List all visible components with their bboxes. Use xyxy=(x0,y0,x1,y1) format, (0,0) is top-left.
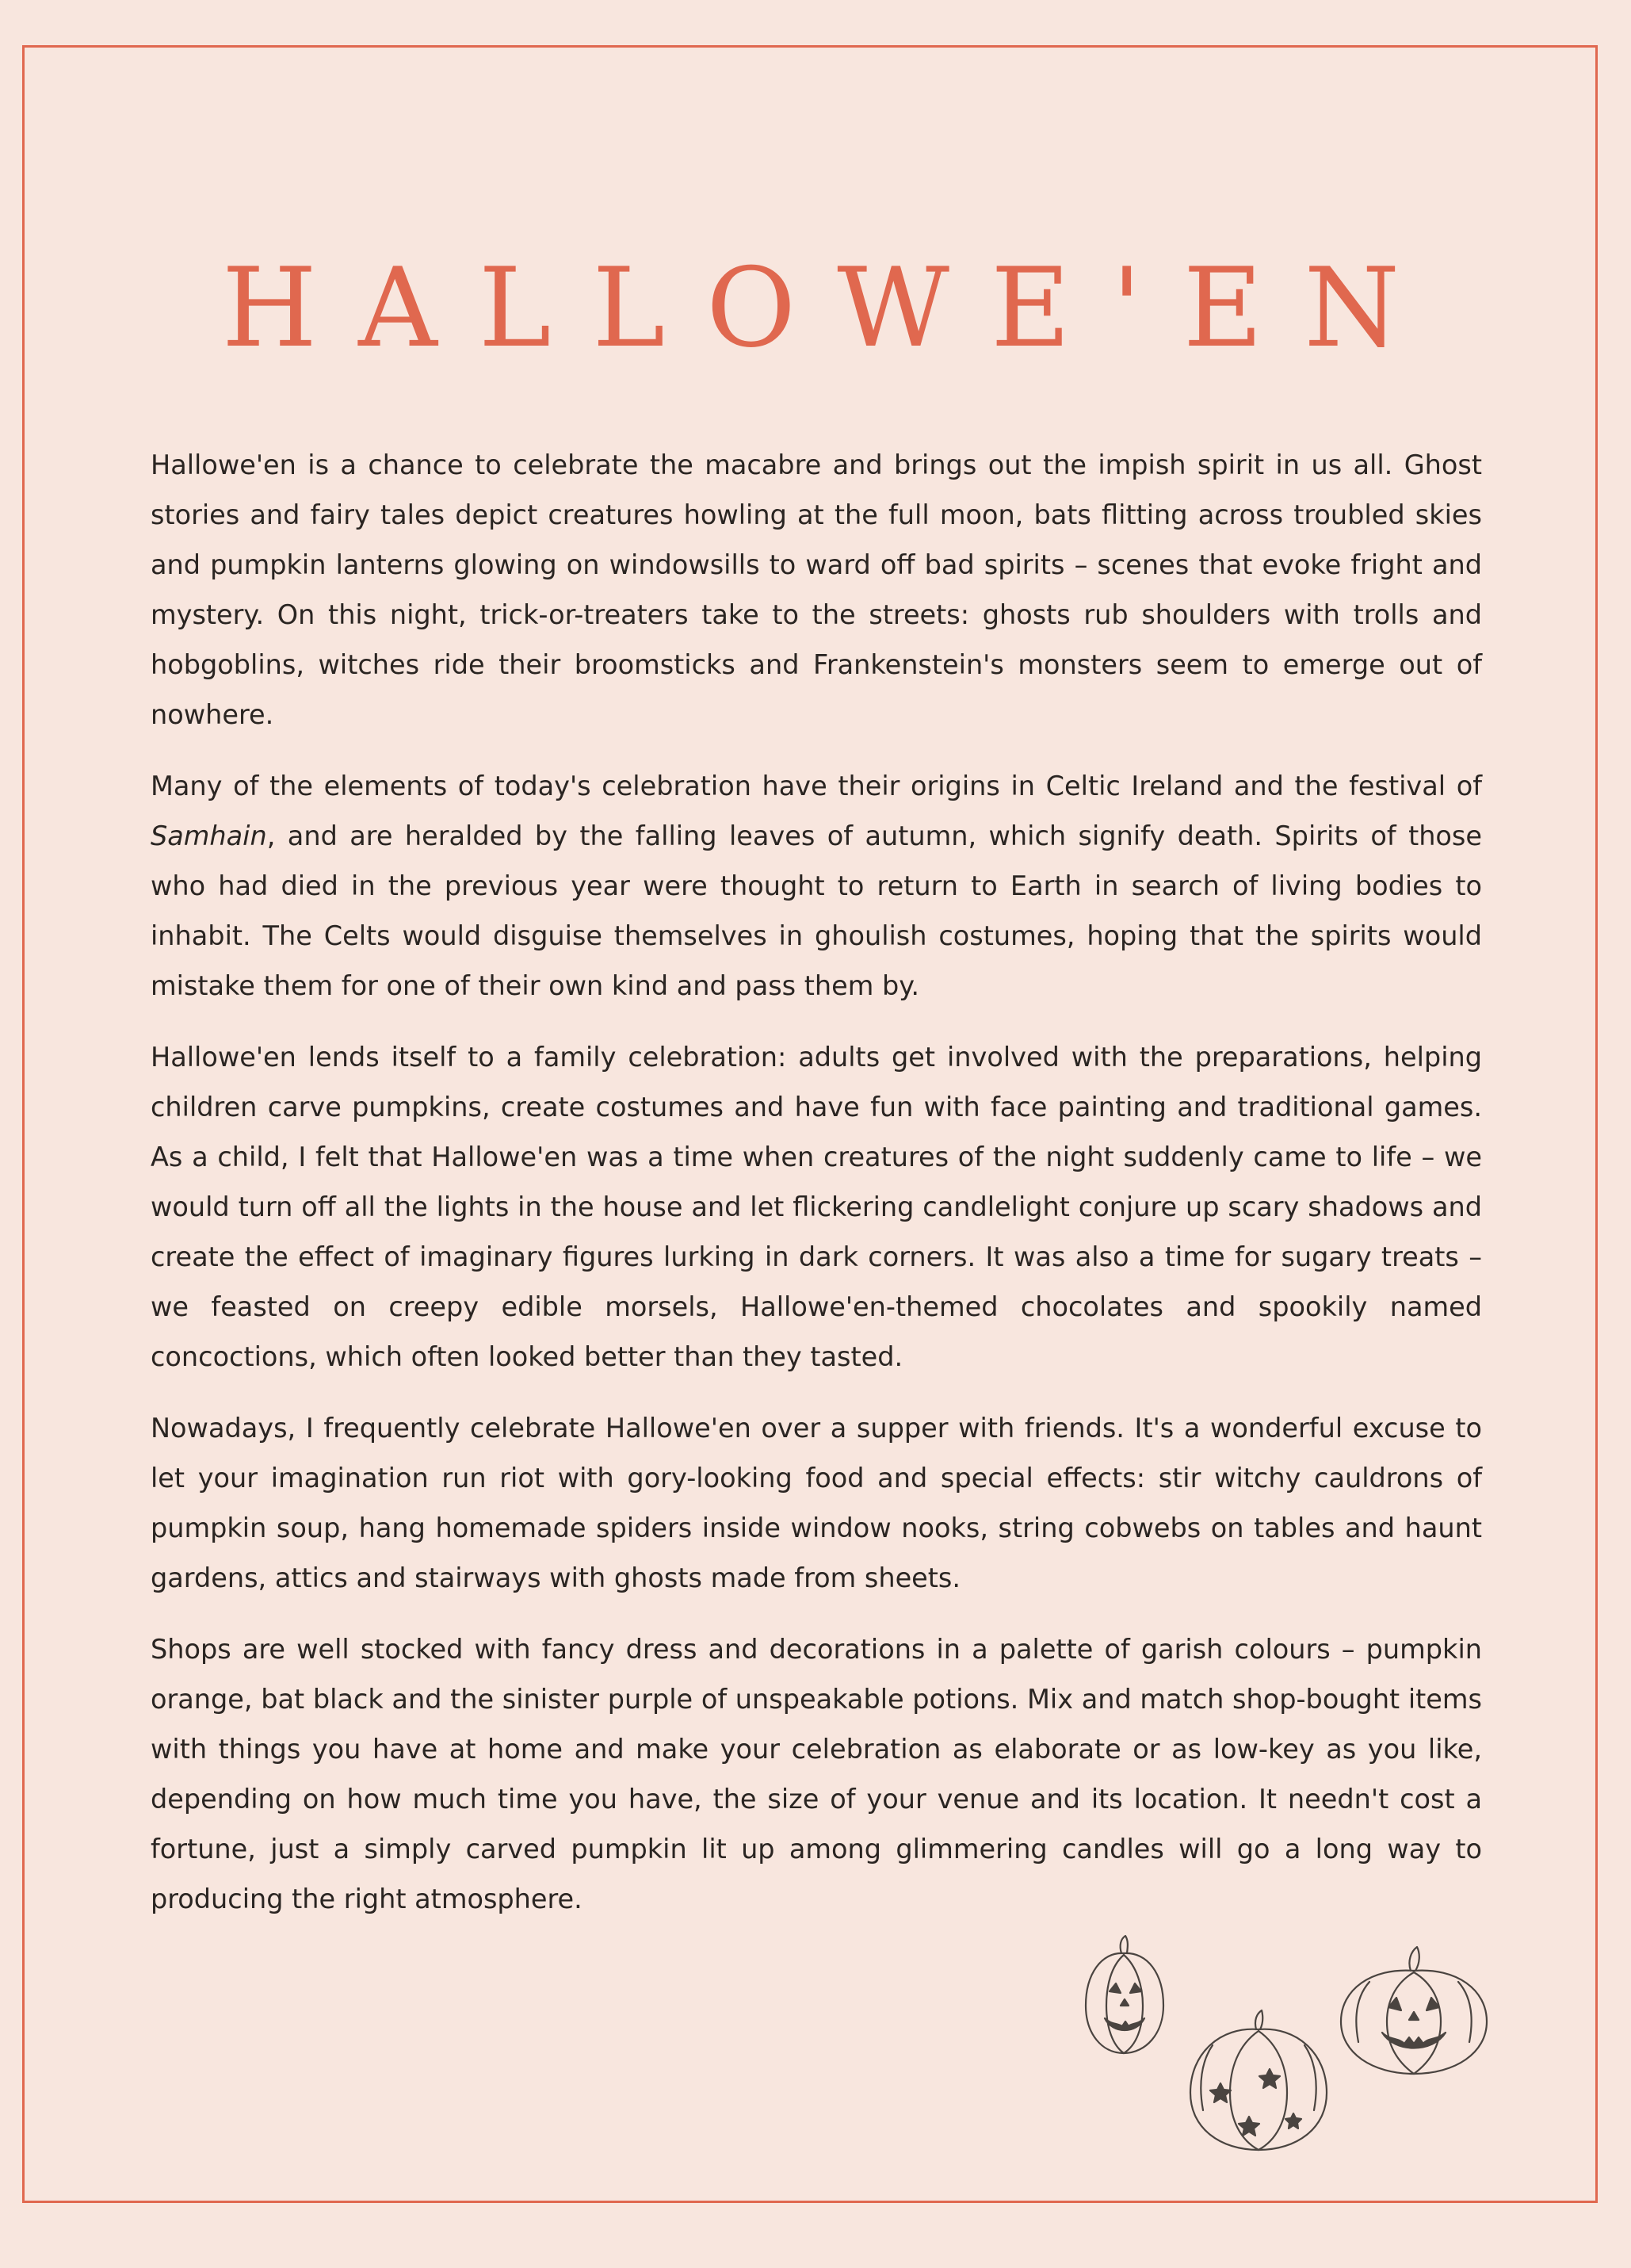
paragraph-2 xyxy=(151,761,1482,1011)
jack-o-lantern-icon xyxy=(1086,1936,1163,2053)
pumpkins-illustration xyxy=(1062,1934,1490,2156)
paragraph-4: Nowadays, I frequently celebrate Hallowe'en over a supper with friends. It's a wonderful excuse to let your imagination run riot with gory-looking food and special effects: stir witchy cauldrons of pumpkin soup, hang homemade spiders inside window nooks, string cobwebs on tables and haunt gardens, attics and stairways with ghosts made from sheets. xyxy=(151,1413,1482,1593)
paragraph-2-rest: , and are heralded by the falling leaves of autumn, which signify death. Spirits of those who had died in the previous year were thought to return to Earth in search of living bodies to inhabit. The Celts would disguise themselves in ghoulish costumes, hoping that the spirits would mistake them for one of their own kind and pass them by. xyxy=(151,820,1482,1001)
star-pumpkin-icon xyxy=(1190,2010,1327,2150)
samhain-term: Samhain xyxy=(151,820,267,851)
paragraph-3: Hallowe'en lends itself to a family celebration: adults get involved with the preparations, helping children carve pumpkins, create costumes and have fun with face painting and traditional games. As a child, I felt that Hallowe'en was a time when creatures of the night suddenly came to life – we would turn off all the lights in the house and let flickering candlelight conjure up scary shadows and create the effect of imaginary figures lurking in dark corners. It was also a time for sugary treats – we feasted on creepy edible morsels, Hallowe'en-themed chocolates and spookily named concoctions, which often looked better than they tasted. xyxy=(151,1042,1482,1372)
article-body xyxy=(151,440,1482,1945)
paragraph-1: Hallowe'en is a chance to celebrate the macabre and brings out the impish spirit in us all. Ghost stories and fairy tales depict creatures howling at the full moon, bats flitting across troubled skies and pumpkin lanterns glowing on windowsills to ward off bad spirits – scenes that evoke fright and mystery. On this night, trick-or-treaters take to the streets: ghosts rub shoulders with trolls and hobgoblins, witches ride their broomsticks and Frankenstein's monsters seem to emerge out of nowhere. xyxy=(151,449,1482,730)
page-title: HALLOWE'EN xyxy=(221,244,1442,372)
paragraph-5: Shops are well stocked with fancy dress and decorations in a palette of garish colours – pumpkin orange, bat black and the sinister purple of unspeakable potions. Mix and match shop-bought items with things you have at home and make your celebration as elaborate or as low-key as you like, depending on how much time you have, the size of your venue and its location. It needn't cost a fortune, just a simply carved pumpkin lit up among glimmering candles will go a long way to producing the right atmosphere. xyxy=(151,1634,1482,1914)
jack-o-lantern-icon xyxy=(1341,1947,1487,2074)
paragraph-2-lead: Many of the elements of today's celebration have their origins in Celtic Ireland and the festival of xyxy=(151,771,1482,801)
